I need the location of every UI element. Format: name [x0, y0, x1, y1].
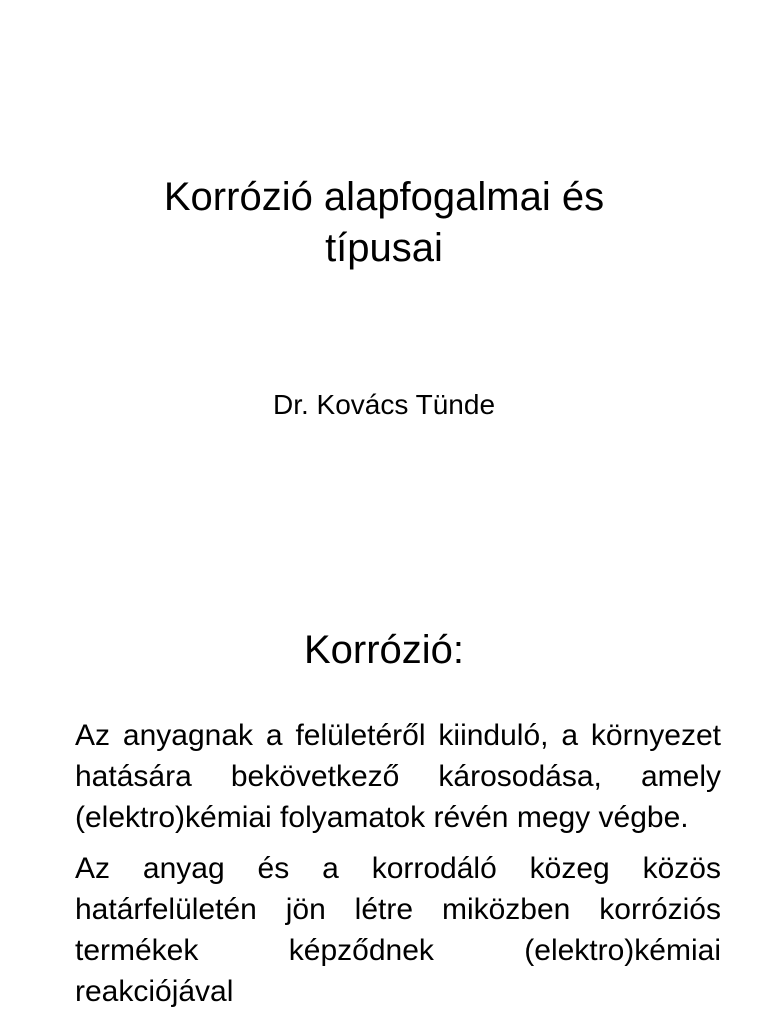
definition-slide: [0, 590, 768, 1024]
presentation-title: Korrózió alapfogalmai és típusai: [163, 175, 605, 270]
slide-heading: Korrózió:: [303, 628, 465, 672]
slide-body: [75, 715, 721, 1022]
author-name: Dr. Kovács Tünde: [272, 389, 496, 420]
definition-paragraph-1: Az anyagnak a felületéről kiinduló, a környezet hatására bekövetkező károsodása, amely (elektro)kémiai folyamatok révén megy végbe.: [75, 719, 721, 834]
definition-paragraph-2: Az anyag és a korrodáló közeg közös határfelületén jön létre miközben korróziós termékek képződnek (elektro)kémiai reakciójával: [75, 852, 721, 1008]
